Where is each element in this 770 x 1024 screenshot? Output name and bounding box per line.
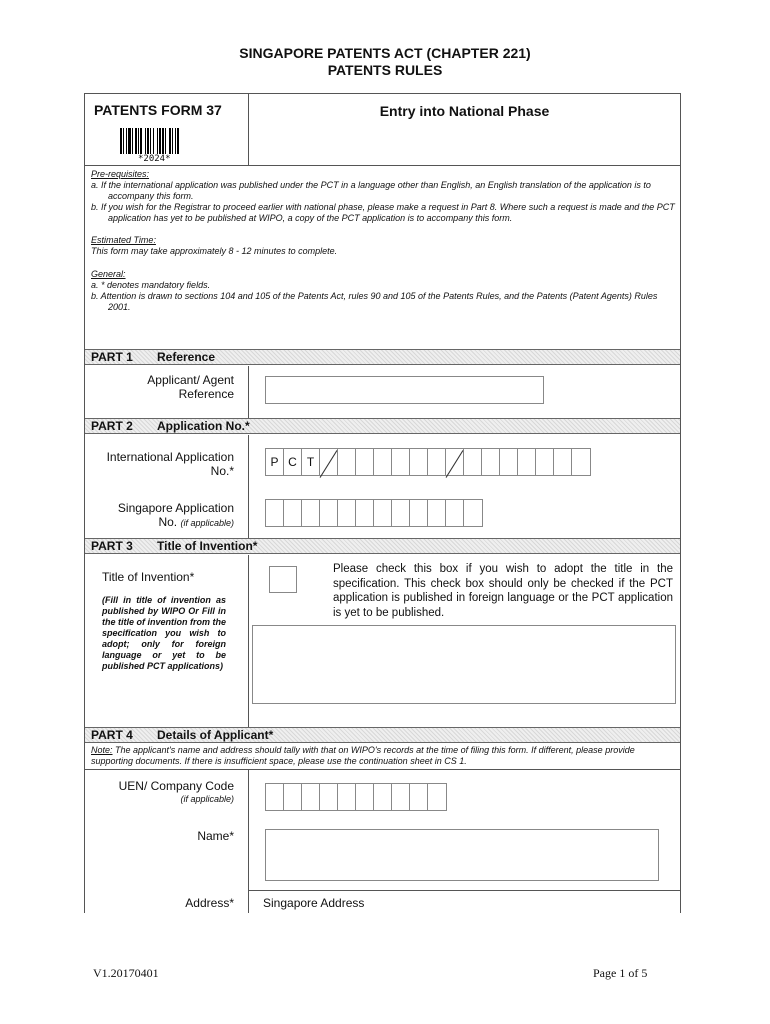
part3-number: PART 3 (91, 539, 133, 553)
intl-app-label (90, 450, 234, 478)
char-cell[interactable] (338, 500, 356, 526)
divider (249, 890, 681, 891)
char-cell[interactable] (266, 500, 284, 526)
general-a: a. * denotes mandatory fields. (91, 280, 211, 290)
barcode-bar (179, 128, 180, 154)
char-cell[interactable] (374, 500, 392, 526)
char-cell[interactable] (374, 449, 392, 475)
note-text: The applicant's name and address should tally with that on WIPO's records at the time of filing this form. If different, please provide supporting documents. If there is insufficient space, please use the continuation sheet in CS 1. (91, 745, 635, 766)
char-cell[interactable] (338, 784, 356, 810)
char-cell[interactable] (410, 784, 428, 810)
part3-divider (248, 555, 249, 727)
barcode-text: *2024* (138, 154, 171, 164)
title-input[interactable] (252, 625, 676, 704)
reference-label-line1: Applicant/ Agent (147, 373, 234, 387)
char-cell[interactable] (536, 449, 554, 475)
doc-heading-rules: PATENTS RULES (327, 62, 443, 78)
intl-app-number-input[interactable] (265, 448, 591, 476)
part2-divider (248, 435, 249, 538)
char-cell[interactable] (356, 449, 374, 475)
part4-title: Details of Applicant* (157, 728, 274, 742)
divider (84, 769, 681, 770)
intl-label-line1: International Application (106, 450, 234, 464)
char-cell[interactable] (338, 449, 356, 475)
title-label: Title of Invention* (102, 570, 195, 584)
char-cell[interactable] (356, 500, 374, 526)
char-cell[interactable] (356, 784, 374, 810)
divider (84, 165, 681, 166)
char-cell[interactable] (320, 784, 338, 810)
part4-divider (248, 770, 249, 913)
char-cell[interactable] (446, 500, 464, 526)
name-input[interactable] (265, 829, 659, 881)
prereq-b: b. If you wish for the Registrar to proceed earlier with national phase, please make a request in Part 8. Where such a request is made and the PCT application has yet to be published at WIPO, a copy of the PCT application is to accompany this form. (91, 202, 675, 223)
part3-title: Title of Invention* (157, 539, 258, 553)
sg-label-line2: No. (158, 515, 178, 529)
footer-version: V1.20170401 (93, 966, 159, 980)
general-heading: General: (91, 269, 126, 279)
sg-app-label (90, 501, 234, 529)
char-cell[interactable] (320, 449, 338, 475)
adopt-title-checkbox[interactable] (269, 566, 297, 593)
note-label: Note: (91, 745, 113, 755)
char-cell[interactable] (572, 449, 590, 475)
char-cell[interactable] (446, 449, 464, 475)
part1-number: PART 1 (91, 350, 133, 364)
sg-label-note: (if applicable) (180, 518, 234, 528)
form-number: PATENTS FORM 37 (94, 102, 222, 118)
part1-label (90, 373, 234, 401)
char-cell[interactable]: C (284, 449, 302, 475)
uen-label: UEN/ Company Code (118, 779, 234, 793)
char-cell[interactable] (464, 500, 482, 526)
part4-note (91, 745, 676, 767)
barcode (120, 128, 210, 154)
estimated-text: This form may take approximately 8 - 12 minutes to complete. (91, 246, 338, 256)
part3-header (85, 538, 680, 554)
general-b: b. Attention is drawn to sections 104 and 105 of the Patents Act, rules 90 and 105 of the Patents Rules, and the Patents (Patent Agents) Rules 2001. (91, 291, 658, 312)
char-cell[interactable] (284, 500, 302, 526)
char-cell[interactable] (374, 784, 392, 810)
footer-page: Page 1 of 5 (593, 966, 648, 980)
char-cell[interactable] (518, 449, 536, 475)
char-cell[interactable] (428, 500, 446, 526)
part4-number: PART 4 (91, 728, 133, 742)
char-cell[interactable]: P (266, 449, 284, 475)
char-cell[interactable] (500, 449, 518, 475)
char-cell[interactable] (392, 784, 410, 810)
part2-header (85, 418, 680, 434)
title-note: (Fill in title of invention as published by WIPO Or Fill in the title of invention from the specification you wish to adopt; only for foreign language or yet to be published PCT applications) (102, 595, 226, 671)
char-cell[interactable]: T (302, 449, 320, 475)
char-cell[interactable] (320, 500, 338, 526)
part1-title: Reference (157, 350, 216, 364)
doc-heading-act: SINGAPORE PATENTS ACT (CHAPTER 221) (239, 45, 531, 61)
sg-label-line1: Singapore Application (117, 501, 234, 515)
char-cell[interactable] (482, 449, 500, 475)
part2-title: Application No.* (157, 419, 250, 433)
name-label: Name* (197, 829, 234, 843)
char-cell[interactable] (554, 449, 572, 475)
char-cell[interactable] (428, 449, 446, 475)
form-title: Entry into National Phase (379, 103, 550, 119)
uen-input[interactable] (265, 783, 447, 811)
char-cell[interactable] (284, 784, 302, 810)
char-cell[interactable] (302, 500, 320, 526)
char-cell[interactable] (392, 449, 410, 475)
prereq-a: a. If the international application was published under the PCT in a language other than English, an English translation of the application is to accompany this form. (91, 180, 651, 201)
char-cell[interactable] (464, 449, 482, 475)
adopt-title-text: Please check this box if you wish to adopt the title in the specification. This check box should only be checked if the PCT application is published in foreign language or the PCT application is yet to be published. (333, 563, 673, 619)
char-cell[interactable] (428, 784, 446, 810)
intl-label-line2: No.* (210, 464, 234, 478)
part2-number: PART 2 (91, 419, 133, 433)
address-value: Singapore Address (263, 896, 365, 910)
reference-input[interactable] (265, 376, 544, 404)
estimated-heading: Estimated Time: (91, 235, 156, 245)
uen-note: (if applicable) (180, 794, 234, 804)
char-cell[interactable] (410, 500, 428, 526)
part4-header (85, 727, 680, 743)
address-label: Address* (185, 896, 234, 910)
reference-label-line2: Reference (178, 387, 234, 401)
part1-header (85, 349, 680, 365)
char-cell[interactable] (302, 784, 320, 810)
part1-divider (248, 366, 249, 418)
char-cell[interactable] (392, 500, 410, 526)
char-cell[interactable] (410, 449, 428, 475)
prereq-heading: Pre-requisites: (91, 169, 150, 179)
char-cell[interactable] (266, 784, 284, 810)
instructions (91, 169, 676, 313)
sg-app-number-input[interactable] (265, 499, 483, 527)
